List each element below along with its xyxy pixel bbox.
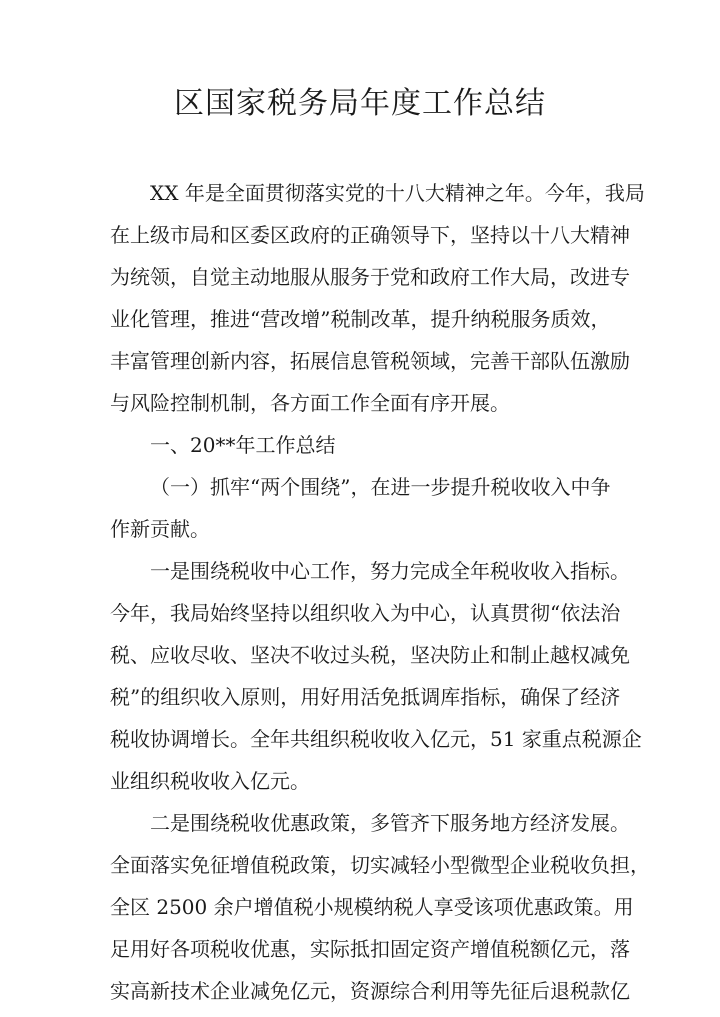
document-body xyxy=(110,172,650,1012)
text-line: 业化管理，推进“营改增”税制改革，提升纳税服务质效， xyxy=(110,307,611,331)
text-line: 全面落实免征增值税政策，切实减轻小型微型企业税收负担， xyxy=(110,853,650,877)
text-line: 为统领，自觉主动地服从服务于党和政府工作大局，改进专 xyxy=(110,265,630,289)
text-line: 税、应收尽收、坚决不收过头税，坚决防止和制止越权减免 xyxy=(110,643,630,667)
text-line: 丰富管理创新内容，拓展信息管税领域，完善干部队伍激励 xyxy=(110,349,630,373)
document-title: 区国家税务局年度工作总结 xyxy=(174,86,546,121)
text-line: 与风险控制机制，各方面工作全面有序开展。 xyxy=(110,391,510,415)
text-line: 在上级市局和区委区政府的正确领导下，坚持以十八大精神 xyxy=(110,223,630,247)
text-line: 今年，我局始终坚持以组织收入为中心，认真贯彻“依法治 xyxy=(110,601,621,625)
text-line: 一是围绕税收中心工作，努力完成全年税收收入指标。 xyxy=(150,559,630,583)
text-line: 税”的组织收入原则，用好用活免抵调库指标，确保了经济 xyxy=(110,685,621,709)
text-line: XX 年是全面贯彻落实党的十八大精神之年。今年，我局 xyxy=(150,181,645,205)
text-line: 全区 2500 余户增值税小规模纳税人享受该项优惠政策。用 xyxy=(110,895,634,919)
text-line: 二是围绕税收优惠政策，多管齐下服务地方经济发展。 xyxy=(150,811,630,835)
text-line: 作新贡献。 xyxy=(110,517,210,541)
text-line: 业组织税收收入亿元。 xyxy=(110,769,310,793)
text-line: 一、20**年工作总结 xyxy=(150,433,336,457)
text-line: 足用好各项税收优惠，实际抵扣固定资产增值税额亿元，落 xyxy=(110,937,630,961)
text-line: 实高新技术企业减免亿元，资源综合利用等先征后退税款亿 xyxy=(110,979,630,1003)
text-line: （一）抓牢“两个围绕”，在进一步提升税收收入中争 xyxy=(150,475,611,499)
text-line: 税收协调增长。全年共组织税收收入亿元，51 家重点税源企 xyxy=(110,727,642,751)
